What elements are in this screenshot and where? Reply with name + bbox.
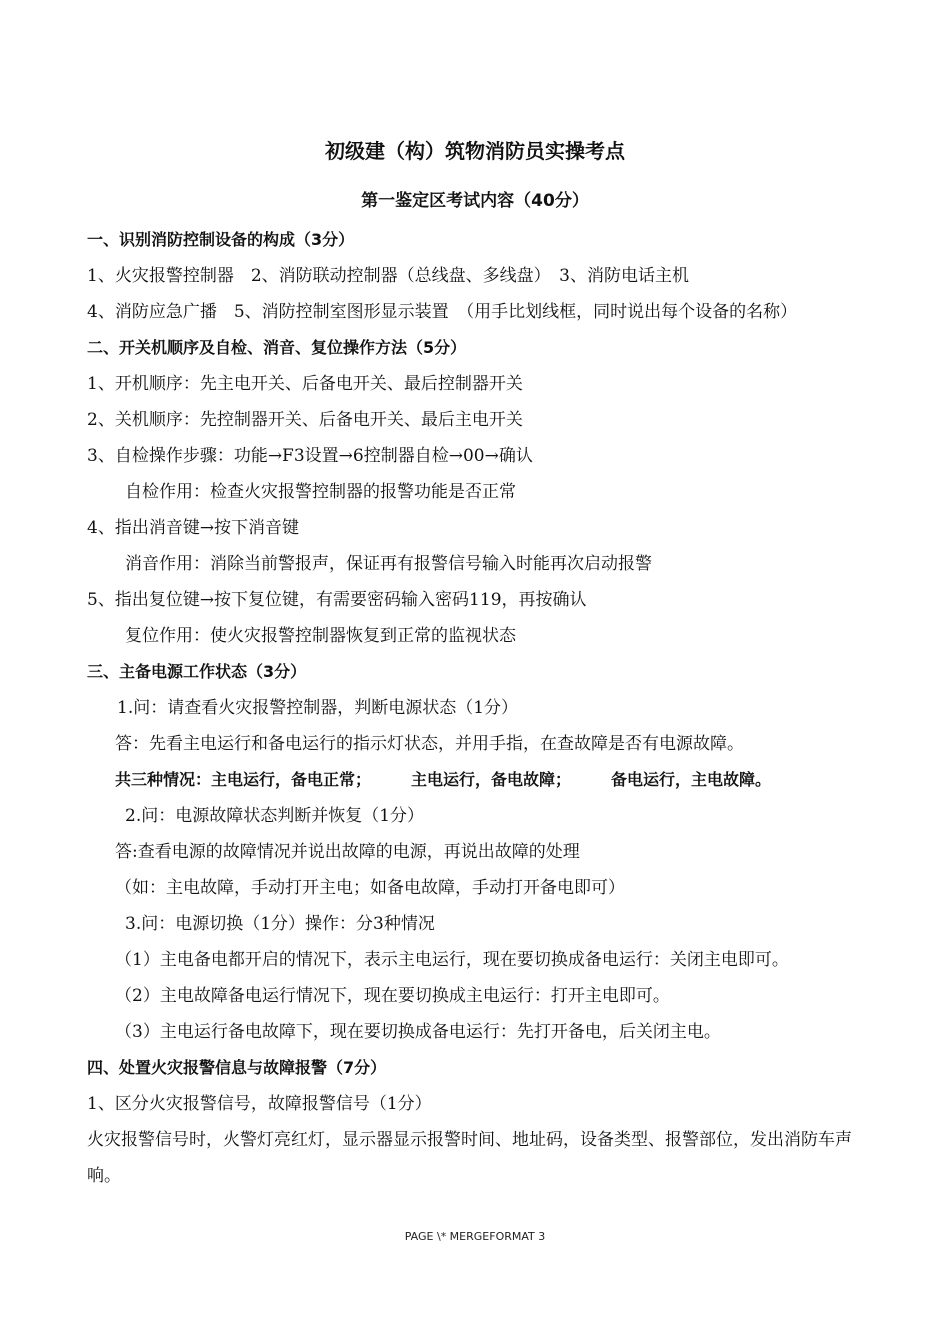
case-3: 备电运行，主电故障。: [611, 770, 772, 789]
question-2: 2.问：电源故障状态判断并恢复（1分）: [125, 806, 425, 826]
answer-2: 答:查看电源的故障情况并说出故障的电源，再说出故障的处理: [115, 842, 580, 862]
section-3-heading: 三、主备电源工作状态（3分）: [87, 662, 307, 681]
self-test-purpose: 自检作用：检查火灾报警控制器的报警功能是否正常: [125, 482, 516, 502]
document-title: 初级建（构）筑物消防员实操考点: [325, 139, 625, 163]
three-cases-line: [87, 762, 877, 798]
silence-purpose: 消音作用：消除当前警报声，保证再有报警信号输入时能再次启动报警: [125, 554, 652, 574]
section-1-line-1: 1、火灾报警控制器 2、消防联动控制器（总线盘、多线盘） 3、消防电话主机: [87, 266, 689, 286]
case-1: 共三种情况：主电运行，备电正常；: [115, 770, 372, 789]
section-2-line-4: 4、指出消音键→按下消音键: [87, 518, 300, 538]
document-body: [87, 222, 877, 1194]
answer-2-example: （如：主电故障，手动打开主电；如备电故障，手动打开备电即可）: [115, 878, 625, 898]
section-2-line-2: 2、关机顺序：先控制器开关、后备电开关、最后主电开关: [87, 410, 523, 430]
document-subtitle: 第一鉴定区考试内容（40分）: [361, 191, 589, 211]
section-4-line-1: 1、区分火灾报警信号，故障报警信号（1分）: [87, 1094, 432, 1114]
switch-case-3: （3）主电运行备电故障下，现在要切换成备电运行：先打开备电，后关闭主电。: [115, 1022, 721, 1042]
section-4-heading: 四、处置火灾报警信息与故障报警（7分）: [87, 1058, 387, 1077]
answer-1: 答：先看主电运行和备电运行的指示灯状态，并用手指，在查故障是否有电源故障。: [115, 734, 744, 754]
section-1-heading: 一、识别消防控制设备的构成（3分）: [87, 230, 355, 249]
section-2-line-3: 3、自检操作步骤：功能→F3设置→6控制器自检→00→确认: [87, 446, 533, 466]
reset-purpose: 复位作用：使火灾报警控制器恢复到正常的监视状态: [125, 626, 516, 646]
section-2-line-5: 5、指出复位键→按下复位键，有需要密码输入密码119，再按确认: [87, 590, 587, 610]
question-3: 3.问：电源切换（1分）操作：分3种情况: [125, 914, 435, 934]
section-4-line-2: 火灾报警信号时，火警灯亮红灯，显示器显示报警时间、地址码，设备类型、报警部位，发出消防车声响。: [87, 1130, 852, 1186]
case-2: 主电运行，备电故障；: [411, 770, 572, 789]
page-footer: PAGE \* MERGEFORMAT 3: [404, 1230, 546, 1243]
question-1: 1.问：请查看火灾报警控制器，判断电源状态（1分）: [117, 698, 519, 718]
section-2-heading: 二、开关机顺序及自检、消音、复位操作方法（5分）: [87, 338, 467, 357]
section-2-line-1: 1、开机顺序：先主电开关、后备电开关、最后控制器开关: [87, 374, 523, 394]
switch-case-1: （1）主电备电都开启的情况下，表示主电运行，现在要切换成备电运行：关闭主电即可。: [115, 950, 789, 970]
switch-case-2: （2）主电故障备电运行情况下，现在要切换成主电运行：打开主电即可。: [115, 986, 670, 1006]
section-1-line-2: 4、消防应急广播 5、消防控制室图形显示装置 （用手比划线框，同时说出每个设备的名称）: [87, 302, 798, 322]
